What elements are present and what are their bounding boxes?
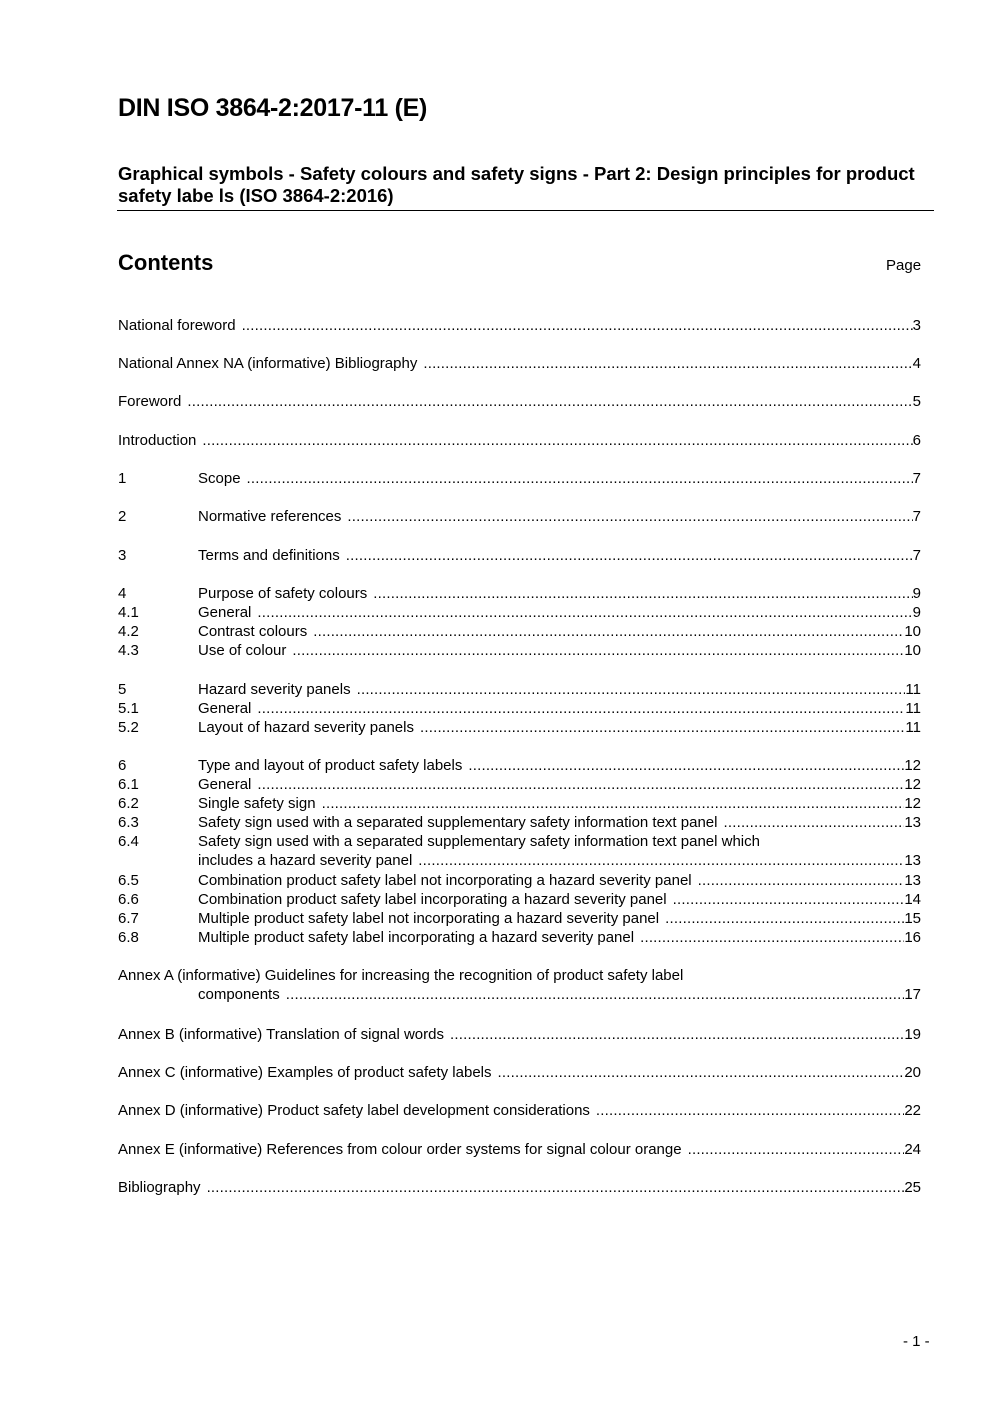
document-subtitle: Graphical symbols - Safety colours and safety signs - Part 2: Design principles for product safety labe ls (ISO 3864-2:2016) — [118, 163, 915, 206]
toc-entry[interactable] — [118, 469, 921, 488]
toc-entry-number: 5.1 — [118, 700, 139, 717]
toc-entry-title: National foreword — [118, 317, 236, 334]
contents-heading: Contents — [118, 250, 214, 275]
toc-entry-page: 12 — [904, 757, 921, 774]
toc-leader-dots — [640, 928, 904, 947]
toc-entry-continuation[interactable] — [198, 851, 921, 870]
toc-leader-dots — [498, 1063, 905, 1082]
toc-entry-page: 12 — [904, 795, 921, 812]
page-column-label: Page — [886, 257, 922, 274]
toc-entry-number: 6.7 — [118, 910, 139, 927]
toc-entry[interactable] — [118, 966, 921, 985]
toc-entry-number: 5.2 — [118, 719, 139, 736]
toc-leader-dots — [347, 507, 912, 526]
toc-leader-dots — [202, 431, 912, 450]
toc-entry-title: Scope — [198, 470, 241, 487]
toc-entry-page: 9 — [912, 604, 921, 621]
toc-entry-page: 3 — [912, 317, 921, 334]
toc-leader-dots — [257, 775, 904, 794]
toc-leader-dots — [373, 584, 912, 603]
toc-entry-number: 1 — [118, 470, 127, 487]
toc-leader-dots — [247, 469, 913, 488]
toc-entry-page: 10 — [904, 642, 921, 659]
toc-leader-dots — [450, 1025, 904, 1044]
toc-entry-title: General — [198, 776, 252, 793]
toc-entry-title: Annex E (informative) References from colour order systems for signal colour orange — [118, 1141, 682, 1158]
toc-leader-dots — [207, 1178, 905, 1197]
toc-entry-title: Terms and definitions — [198, 547, 340, 564]
toc-entry-number: 6.4 — [118, 833, 139, 850]
toc-entry-title: National Annex NA (informative) Bibliography — [118, 355, 418, 372]
toc-leader-dots — [286, 985, 905, 1004]
toc-entry-number: 6.3 — [118, 814, 139, 831]
toc-entry-page: 7 — [912, 547, 921, 564]
title-divider — [117, 210, 934, 211]
toc-leader-dots — [596, 1101, 904, 1120]
toc-entry-title: Combination product safety label not incorporating a hazard severity panel — [198, 872, 692, 889]
toc-entry-title: Safety sign used with a separated supplementary safety information text panel — [198, 814, 718, 831]
toc-leader-dots — [468, 756, 904, 775]
toc-entry[interactable] — [118, 890, 921, 909]
toc-entry-title: Type and layout of product safety labels — [198, 757, 463, 774]
toc-entry-title: Normative references — [198, 508, 342, 525]
toc-entry-number: 6.8 — [118, 929, 139, 946]
toc-entry[interactable] — [118, 507, 921, 526]
toc-leader-dots — [257, 603, 912, 622]
toc-entry[interactable] — [118, 1063, 921, 1082]
toc-entry-title: Annex C (informative) Examples of product safety labels — [118, 1064, 492, 1081]
toc-entry-page: 7 — [912, 508, 921, 525]
toc-entry-title: Safety sign used with a separated supplementary safety information text panel which — [198, 833, 760, 850]
toc-entry-number: 4.1 — [118, 604, 139, 621]
toc-entry[interactable] — [118, 832, 921, 851]
toc-entry-title: Multiple product safety label not incorporating a hazard severity panel — [198, 910, 660, 927]
toc-entry[interactable] — [118, 431, 921, 450]
toc-leader-dots — [357, 680, 906, 699]
toc-entry[interactable] — [118, 546, 921, 565]
toc-entry-page: 10 — [904, 623, 921, 640]
toc-entry-title: Multiple product safety label incorporating a hazard severity panel — [198, 929, 635, 946]
toc-entry[interactable] — [118, 680, 921, 699]
toc-entry-title: Combination product safety label incorporating a hazard severity panel — [198, 891, 667, 908]
toc-entry-page: 16 — [904, 929, 921, 946]
toc-leader-dots — [423, 354, 912, 373]
toc-entry-page: 11 — [905, 719, 921, 736]
toc-entry-page: 9 — [912, 585, 921, 602]
toc-entry-number: 4 — [118, 585, 127, 602]
toc-entry-number: 6 — [118, 757, 127, 774]
toc-leader-dots — [723, 813, 904, 832]
toc-entry[interactable] — [118, 316, 921, 335]
toc-entry-page: 17 — [904, 986, 921, 1003]
toc-entry-title: Foreword — [118, 393, 182, 410]
toc-entry-continuation[interactable] — [198, 985, 921, 1004]
toc-entry-number: 4.3 — [118, 642, 139, 659]
toc-leader-dots — [346, 546, 913, 565]
toc-entry-page: 7 — [912, 470, 921, 487]
toc-entry-number: 6.6 — [118, 891, 139, 908]
toc-entry[interactable] — [118, 1025, 921, 1044]
toc-entry-title: Annex D (informative) Product safety label development considerations — [118, 1102, 590, 1119]
toc-entry[interactable] — [118, 928, 921, 947]
toc-entry-page: 15 — [904, 910, 921, 927]
toc-entry[interactable] — [118, 1140, 921, 1159]
toc-entry-title: Contrast colours — [198, 623, 308, 640]
toc-entry-title: Annex A (informative) Guidelines for increasing the recognition of product safety label — [118, 967, 684, 984]
toc-leader-dots — [187, 392, 912, 411]
toc-entry[interactable] — [118, 909, 921, 928]
toc-entry-number: 6.2 — [118, 795, 139, 812]
toc-entry[interactable] — [118, 622, 921, 641]
toc-entry-title-continued: components — [198, 986, 280, 1003]
toc-entry[interactable] — [118, 756, 921, 775]
toc-entry-title: Single safety sign — [198, 795, 316, 812]
toc-entry-number: 6.5 — [118, 872, 139, 889]
toc-entry[interactable] — [118, 354, 921, 373]
toc-entry[interactable] — [118, 641, 921, 660]
toc-leader-dots — [665, 909, 904, 928]
page-number: - 1 - — [903, 1333, 930, 1350]
toc-leader-dots — [688, 1140, 905, 1159]
toc-entry[interactable] — [118, 603, 921, 622]
toc-entry-page: 13 — [904, 852, 921, 869]
toc-entry-title: Use of colour — [198, 642, 287, 659]
toc-leader-dots — [257, 699, 905, 718]
toc-entry-page: 22 — [904, 1102, 921, 1119]
toc-entry-page: 19 — [904, 1026, 921, 1043]
toc-leader-dots — [420, 718, 905, 737]
toc-entry-number: 3 — [118, 547, 127, 564]
toc-leader-dots — [292, 641, 904, 660]
toc-entry-page: 11 — [905, 700, 921, 717]
toc-entry-page: 6 — [912, 432, 921, 449]
toc-entry-page: 25 — [904, 1179, 921, 1196]
toc-entry[interactable] — [118, 1178, 921, 1197]
toc-entry-number: 5 — [118, 681, 127, 698]
toc-entry-page: 12 — [904, 776, 921, 793]
toc-leader-dots — [673, 890, 905, 909]
toc-leader-dots — [313, 622, 904, 641]
toc-entry-page: 13 — [904, 872, 921, 889]
toc-entry[interactable] — [118, 584, 921, 603]
toc-entry-title: Layout of hazard severity panels — [198, 719, 414, 736]
toc-entry-title-continued: includes a hazard severity panel — [198, 852, 413, 869]
document-title: DIN ISO 3864-2:2017-11 (E) — [118, 94, 428, 122]
toc-entry-title: Annex B (informative) Translation of signal words — [118, 1026, 444, 1043]
toc-entry-page: 24 — [904, 1141, 921, 1158]
toc-entry-number: 2 — [118, 508, 127, 525]
toc-entry[interactable] — [118, 392, 921, 411]
toc-leader-dots — [322, 794, 905, 813]
toc-entry-page: 4 — [912, 355, 921, 372]
toc-entry-page: 20 — [904, 1064, 921, 1081]
toc-leader-dots — [698, 871, 905, 890]
toc-entry-title: General — [198, 604, 252, 621]
toc-entry-title: General — [198, 700, 252, 717]
toc-entry-page: 11 — [905, 681, 921, 698]
toc-entry[interactable] — [118, 871, 921, 890]
toc-entry[interactable] — [118, 699, 921, 718]
toc-entry[interactable] — [118, 775, 921, 794]
toc-entry-title: Bibliography — [118, 1179, 201, 1196]
toc-entry-page: 13 — [904, 814, 921, 831]
toc-entry-page: 14 — [904, 891, 921, 908]
toc-entry[interactable] — [118, 794, 921, 813]
toc-entry-title: Introduction — [118, 432, 197, 449]
toc-entry-number: 4.2 — [118, 623, 139, 640]
toc-entry[interactable] — [118, 1101, 921, 1120]
toc-entry[interactable] — [118, 718, 921, 737]
toc-entry[interactable] — [118, 813, 921, 832]
toc-leader-dots — [418, 851, 904, 870]
toc-leader-dots — [242, 316, 913, 335]
toc-entry-page: 5 — [912, 393, 921, 410]
toc-entry-title: Hazard severity panels — [198, 681, 351, 698]
toc-entry-number: 6.1 — [118, 776, 139, 793]
toc-entry-title: Purpose of safety colours — [198, 585, 368, 602]
